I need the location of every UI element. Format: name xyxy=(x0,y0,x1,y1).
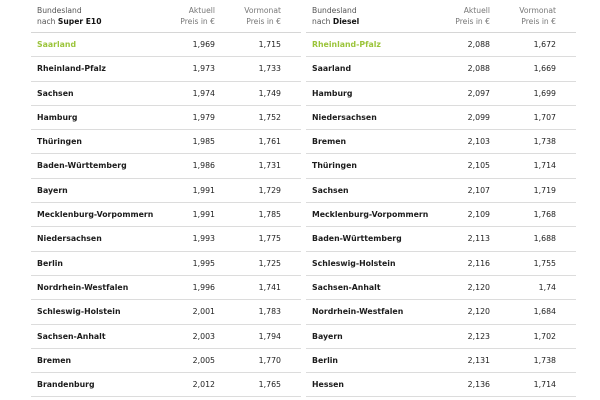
current-price-column-header xyxy=(430,6,490,27)
previous-month-price: 1,741 xyxy=(258,282,281,292)
previous-header-line2: Preis in € xyxy=(521,16,556,26)
table-row xyxy=(306,203,576,227)
region-name: Niedersachsen xyxy=(37,234,102,244)
previous-month-price: 1,770 xyxy=(258,355,281,365)
current-price: 2,012 xyxy=(192,380,215,390)
previous-month-price: 1,702 xyxy=(533,331,556,341)
region-header-prefix: nach xyxy=(312,16,331,26)
table-row xyxy=(31,227,301,251)
current-price: 1,991 xyxy=(192,210,215,220)
previous-month-price: 1,738 xyxy=(533,355,556,365)
previous-header-line1: Vormonat xyxy=(519,6,556,15)
table-body xyxy=(306,32,576,397)
previous-month-price: 1,794 xyxy=(258,331,281,341)
table-row xyxy=(31,106,301,130)
previous-month-price: 1,669 xyxy=(533,64,556,74)
table-row xyxy=(306,33,576,57)
current-header-line1: Aktuell xyxy=(463,6,490,15)
previous-month-price: 1,738 xyxy=(533,137,556,147)
region-name: Nordrhein-Westfalen xyxy=(312,307,404,317)
previous-month-price: 1,765 xyxy=(258,380,281,390)
table-row xyxy=(31,179,301,203)
table-row xyxy=(306,130,576,154)
current-price: 2,103 xyxy=(467,137,490,147)
diesel-table xyxy=(306,0,576,397)
region-name: Mecklenburg-Vorpommern xyxy=(37,210,154,220)
table-row xyxy=(306,154,576,178)
previous-month-price: 1,688 xyxy=(533,234,556,244)
region-name: Saarland xyxy=(37,40,77,49)
current-header-line2: Preis in € xyxy=(180,16,215,26)
region-name: Baden-Württemberg xyxy=(312,234,402,244)
previous-month-price: 1,707 xyxy=(533,112,556,122)
table-body xyxy=(31,32,301,397)
region-name: Bremen xyxy=(312,137,347,147)
current-price: 2,109 xyxy=(467,210,490,220)
region-name: Thüringen xyxy=(37,137,82,147)
current-price: 1,991 xyxy=(192,185,215,195)
previous-month-price: 1,783 xyxy=(258,307,281,317)
table-row xyxy=(31,349,301,373)
table-row xyxy=(306,349,576,373)
previous-month-price: 1,714 xyxy=(533,380,556,390)
region-name: Sachsen xyxy=(37,88,74,98)
region-name: Schleswig-Holstein xyxy=(37,307,121,317)
current-price: 2,003 xyxy=(192,331,215,341)
region-name: Brandenburg xyxy=(37,380,95,390)
current-price: 2,088 xyxy=(467,64,490,74)
previous-month-price: 1,785 xyxy=(258,210,281,220)
region-name: Baden-Württemberg xyxy=(37,161,127,171)
previous-month-price: 1,699 xyxy=(533,88,556,98)
table-row xyxy=(31,325,301,349)
previous-month-price: 1,752 xyxy=(258,112,281,122)
region-name: Hamburg xyxy=(37,112,78,122)
current-price: 2,123 xyxy=(467,331,490,341)
current-price: 2,131 xyxy=(467,355,490,365)
current-price: 1,979 xyxy=(192,112,215,122)
table-row xyxy=(306,373,576,397)
region-name: Niedersachsen xyxy=(312,112,377,122)
region-name: Berlin xyxy=(312,355,338,365)
region-name: Saarland xyxy=(312,64,352,74)
previous-header-line1: Vormonat xyxy=(244,6,281,15)
previous-month-price: 1,775 xyxy=(258,234,281,244)
current-price: 1,995 xyxy=(192,258,215,268)
region-name: Sachsen xyxy=(312,185,349,195)
super-e10-table xyxy=(31,0,301,397)
table-row xyxy=(306,179,576,203)
table-row xyxy=(31,130,301,154)
region-column-header xyxy=(37,6,102,27)
previous-month-column-header xyxy=(496,6,556,27)
region-name: Nordrhein-Westfalen xyxy=(37,282,129,292)
previous-month-price: 1,715 xyxy=(258,40,281,49)
region-header-line1: Bundesland xyxy=(37,6,82,15)
region-column-header xyxy=(312,6,359,27)
previous-month-column-header xyxy=(221,6,281,27)
previous-month-price: 1,672 xyxy=(533,40,556,49)
previous-month-price: 1,733 xyxy=(258,64,281,74)
previous-month-price: 1,74 xyxy=(538,282,556,292)
table-row xyxy=(31,300,301,324)
current-price: 1,974 xyxy=(192,88,215,98)
previous-month-price: 1,749 xyxy=(258,88,281,98)
table-row xyxy=(31,57,301,81)
current-price: 2,120 xyxy=(467,307,490,317)
region-name: Bayern xyxy=(312,331,343,341)
current-price: 2,097 xyxy=(467,88,490,98)
previous-header-line2: Preis in € xyxy=(246,16,281,26)
region-name: Hamburg xyxy=(312,88,353,98)
table-row xyxy=(31,82,301,106)
current-price: 1,973 xyxy=(192,64,215,74)
region-name: Rheinland-Pfalz xyxy=(37,64,106,74)
region-name: Berlin xyxy=(37,258,63,268)
current-price: 1,986 xyxy=(192,161,215,171)
table-row xyxy=(306,300,576,324)
region-name: Hessen xyxy=(312,380,344,390)
current-price: 2,113 xyxy=(467,234,490,244)
fuel-type-label: Diesel xyxy=(332,16,360,26)
current-header-line1: Aktuell xyxy=(188,6,215,15)
table-header xyxy=(306,0,576,32)
table-row xyxy=(31,154,301,178)
previous-month-price: 1,755 xyxy=(533,258,556,268)
previous-month-price: 1,729 xyxy=(258,185,281,195)
fuel-type-label: Super E10 xyxy=(57,16,102,26)
region-header-prefix: nach xyxy=(37,16,56,26)
table-row xyxy=(31,33,301,57)
region-header-line1: Bundesland xyxy=(312,6,357,15)
region-name: Bremen xyxy=(37,355,72,365)
current-price: 1,969 xyxy=(192,40,215,49)
previous-month-price: 1,768 xyxy=(533,210,556,220)
current-price: 2,107 xyxy=(467,185,490,195)
table-header xyxy=(31,0,301,32)
table-row xyxy=(31,203,301,227)
current-price: 1,985 xyxy=(192,137,215,147)
current-price: 2,136 xyxy=(467,380,490,390)
current-price: 2,116 xyxy=(467,258,490,268)
current-price: 2,005 xyxy=(192,355,215,365)
current-price: 2,105 xyxy=(467,161,490,171)
table-row xyxy=(306,106,576,130)
previous-month-price: 1,714 xyxy=(533,161,556,171)
previous-month-price: 1,761 xyxy=(258,137,281,147)
current-price: 2,120 xyxy=(467,282,490,292)
previous-month-price: 1,719 xyxy=(533,185,556,195)
table-row xyxy=(306,57,576,81)
current-header-line2: Preis in € xyxy=(455,16,490,26)
region-name: Mecklenburg-Vorpommern xyxy=(312,210,429,220)
previous-month-price: 1,731 xyxy=(258,161,281,171)
table-row xyxy=(306,252,576,276)
previous-month-price: 1,725 xyxy=(258,258,281,268)
region-name: Thüringen xyxy=(312,161,357,171)
table-row xyxy=(306,276,576,300)
current-price: 2,099 xyxy=(467,112,490,122)
region-name: Rheinland-Pfalz xyxy=(312,40,381,49)
table-row xyxy=(31,276,301,300)
region-name: Sachsen-Anhalt xyxy=(37,331,106,341)
current-price-column-header xyxy=(155,6,215,27)
previous-month-price: 1,684 xyxy=(533,307,556,317)
region-name: Bayern xyxy=(37,185,68,195)
table-row xyxy=(306,325,576,349)
current-price: 2,088 xyxy=(467,40,490,49)
current-price: 1,993 xyxy=(192,234,215,244)
table-row xyxy=(31,373,301,397)
current-price: 1,996 xyxy=(192,282,215,292)
region-name: Sachsen-Anhalt xyxy=(312,282,381,292)
current-price: 2,001 xyxy=(192,307,215,317)
table-row xyxy=(31,252,301,276)
table-row xyxy=(306,82,576,106)
table-row xyxy=(306,227,576,251)
region-name: Schleswig-Holstein xyxy=(312,258,396,268)
